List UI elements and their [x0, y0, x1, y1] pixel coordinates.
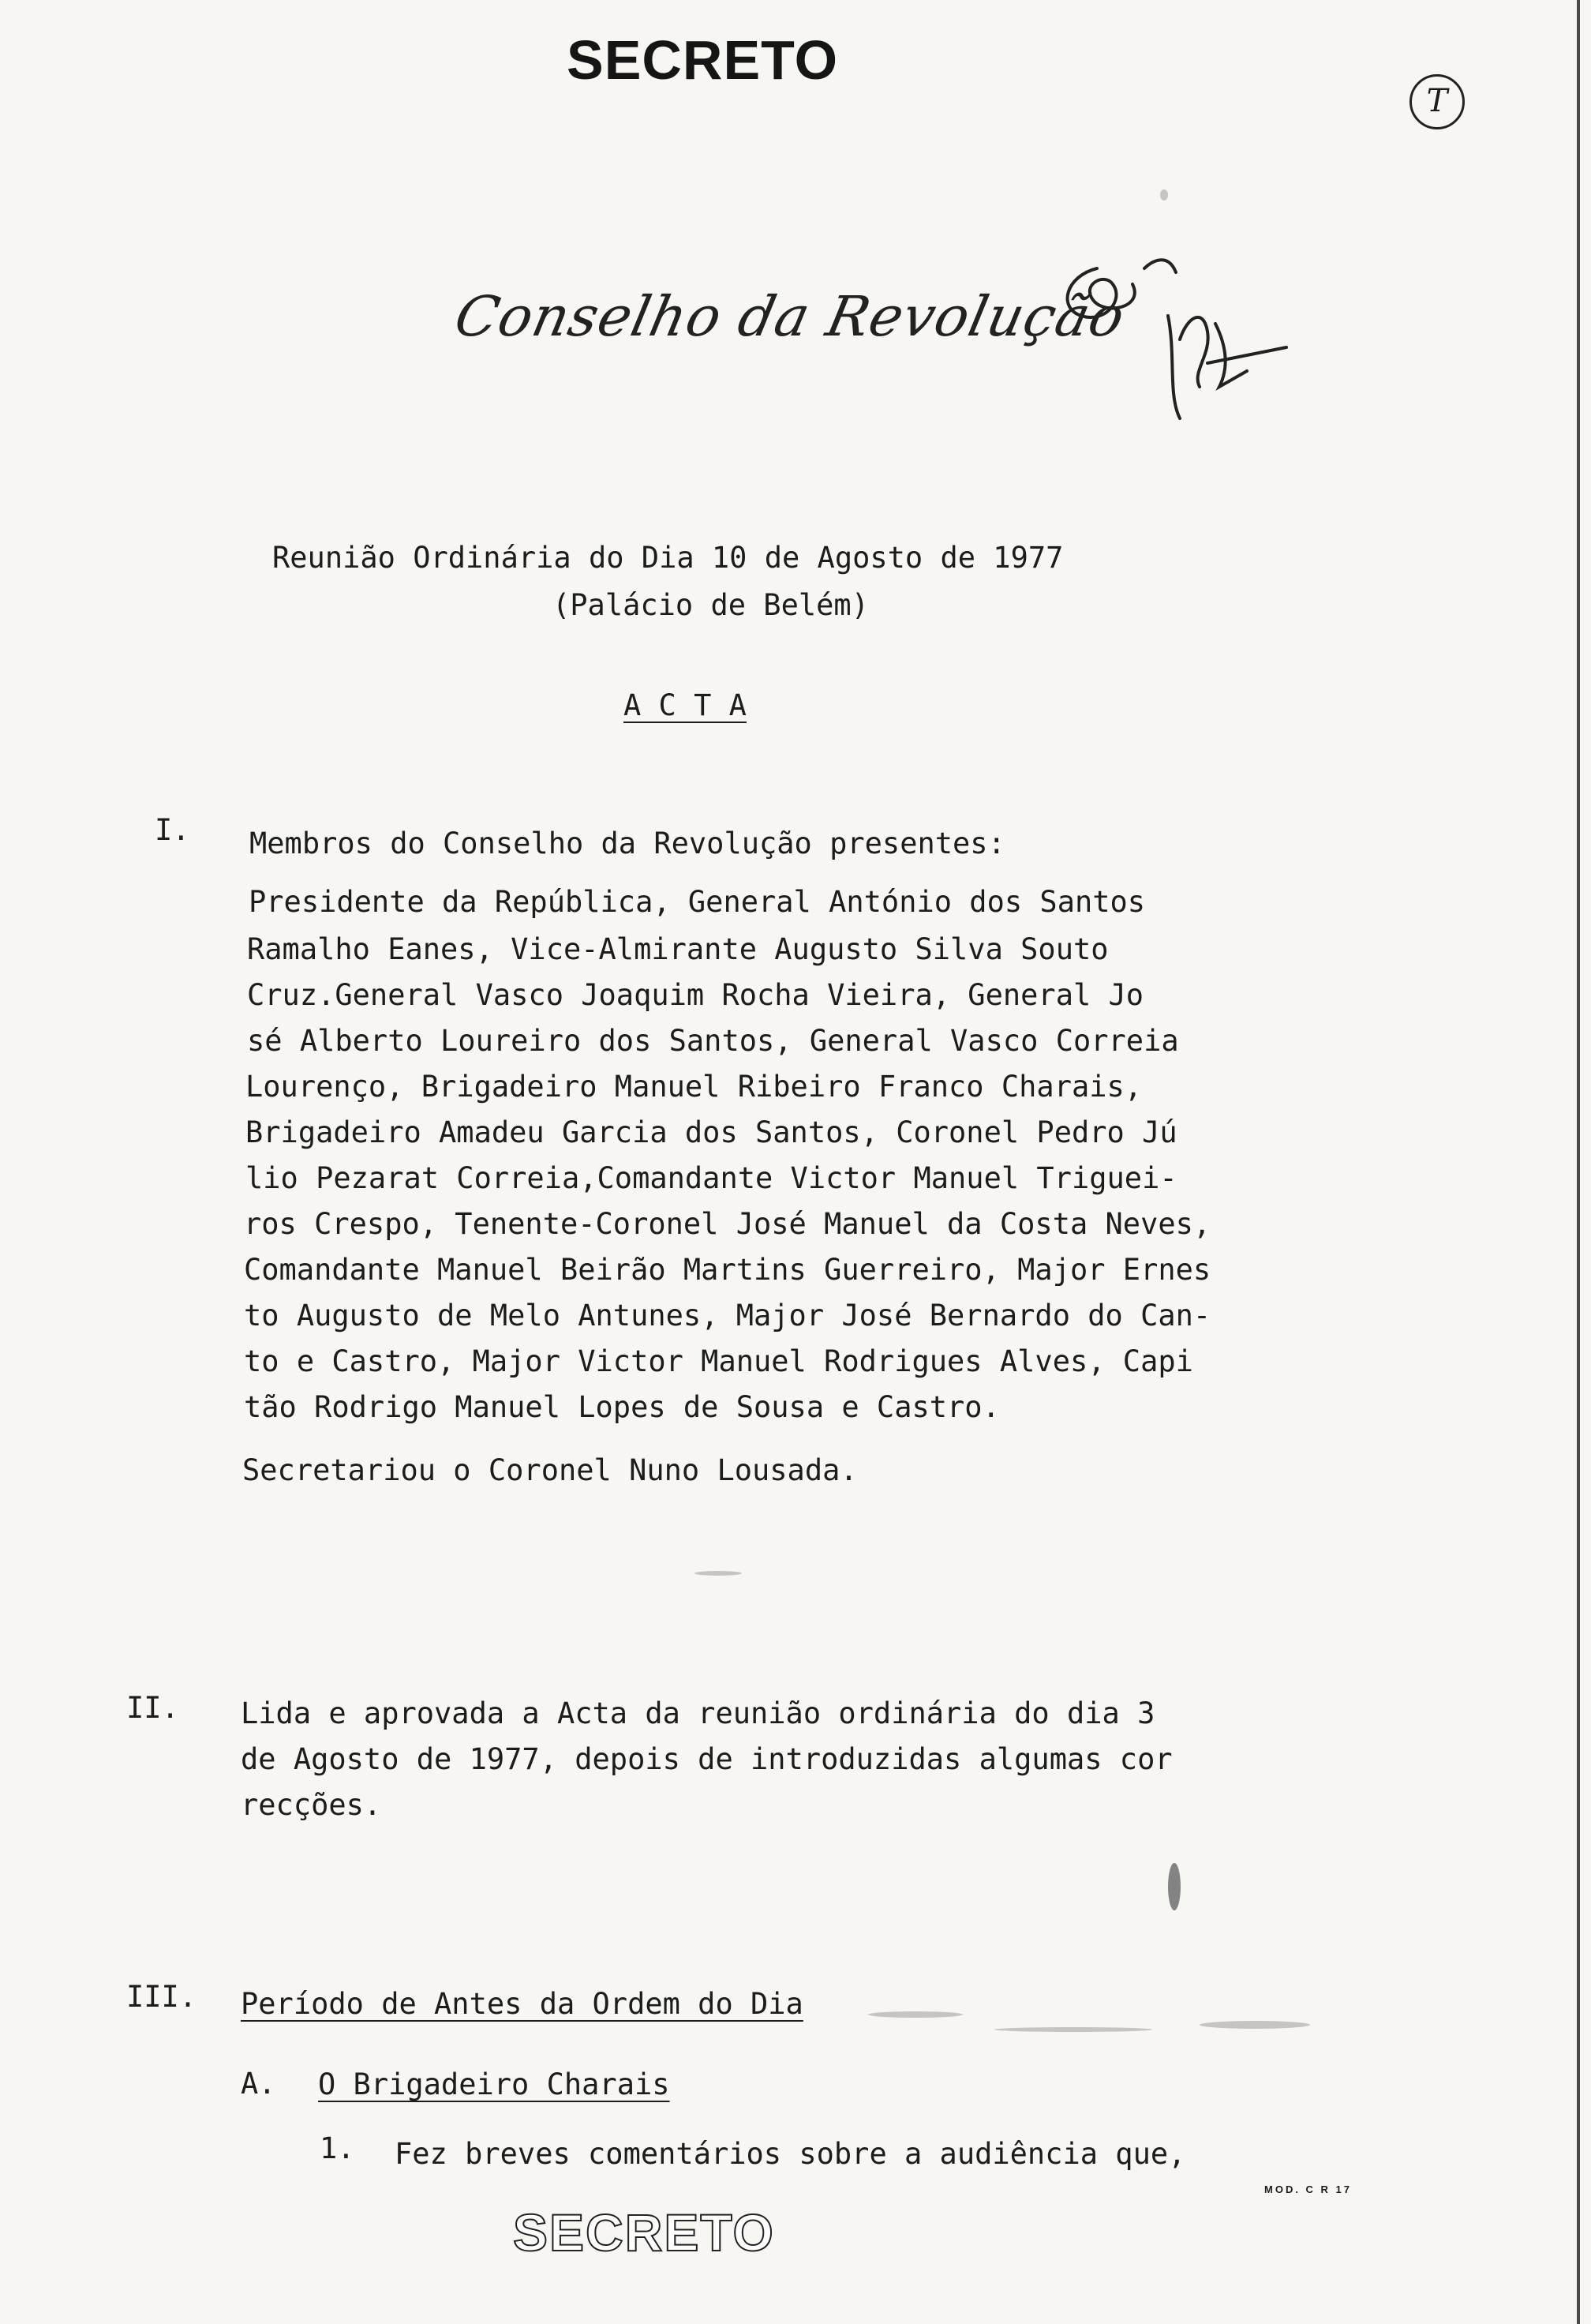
- member-line: Cruz.General Vasco Joaquim Rocha Vieira, General Jo: [247, 978, 1144, 1012]
- meeting-venue: (Palácio de Belém): [552, 588, 869, 622]
- classification-stamp-top: SECRETO: [567, 29, 839, 91]
- item-text: Fez breves comentários sobre a audiência que,: [395, 2137, 1186, 2171]
- section-text-line: recções.: [241, 1788, 382, 1822]
- section-number: III.: [126, 1980, 197, 2014]
- member-line: to e Castro, Major Victor Manuel Rodrigues Alves, Capi: [244, 1344, 1193, 1378]
- section-text-line: de Agosto de 1977, depois de introduzidas algumas cor: [241, 1742, 1173, 1776]
- member-line: ros Crespo, Tenente-Coronel José Manuel da Costa Neves,: [244, 1207, 1211, 1241]
- sub-section-heading: O Brigadeiro Charais: [318, 2067, 670, 2101]
- sub-section-letter: A.: [241, 2067, 276, 2101]
- handwritten-initials-icon: [1050, 237, 1310, 474]
- member-line: Lourenço, Brigadeiro Manuel Ribeiro Franco Charais,: [245, 1070, 1143, 1104]
- section-heading: Período de Antes da Ordem do Dia: [241, 1987, 803, 2021]
- member-line: to Augusto de Melo Antunes, Major José Bernardo do Can-: [244, 1299, 1211, 1333]
- section-heading: Membros do Conselho da Revolução presentes:: [249, 827, 1005, 860]
- section-number: II.: [126, 1691, 179, 1725]
- form-code: MOD. C R 17: [1264, 2183, 1353, 2195]
- meeting-title: Reunião Ordinária do Dia 10 de Agosto de 1977: [272, 541, 1064, 575]
- member-line: Ramalho Eanes, Vice-Almirante Augusto Silva Souto: [247, 932, 1109, 966]
- section-text-line: Lida e aprovada a Acta da reunião ordinária do dia 3: [241, 1696, 1155, 1730]
- member-line: sé Alberto Loureiro dos Santos, General Vasco Correia: [247, 1024, 1179, 1058]
- member-line: Presidente da República, General António dos Santos: [249, 885, 1146, 919]
- section-number: I.: [155, 813, 190, 847]
- secretary-line: Secretariou o Coronel Nuno Lousada.: [242, 1453, 858, 1487]
- item-number: 1.: [320, 2131, 355, 2165]
- member-line: Brigadeiro Amadeu Garcia dos Santos, Coronel Pedro Jú: [245, 1115, 1177, 1149]
- member-line: lio Pezarat Correia,Comandante Victor Manuel Triguei-: [245, 1161, 1177, 1195]
- page-edge-line: [1577, 0, 1580, 2324]
- document-type: A C T A: [623, 688, 747, 722]
- page-mark-circle: T: [1409, 74, 1465, 129]
- classification-stamp-bottom: SECRETO: [513, 2203, 775, 2262]
- letterhead: Conselho da Revolução: [449, 284, 1131, 349]
- member-line: Comandante Manuel Beirão Martins Guerreiro, Major Ernes: [244, 1253, 1211, 1287]
- member-line: tão Rodrigo Manuel Lopes de Sousa e Castro.: [244, 1390, 1000, 1424]
